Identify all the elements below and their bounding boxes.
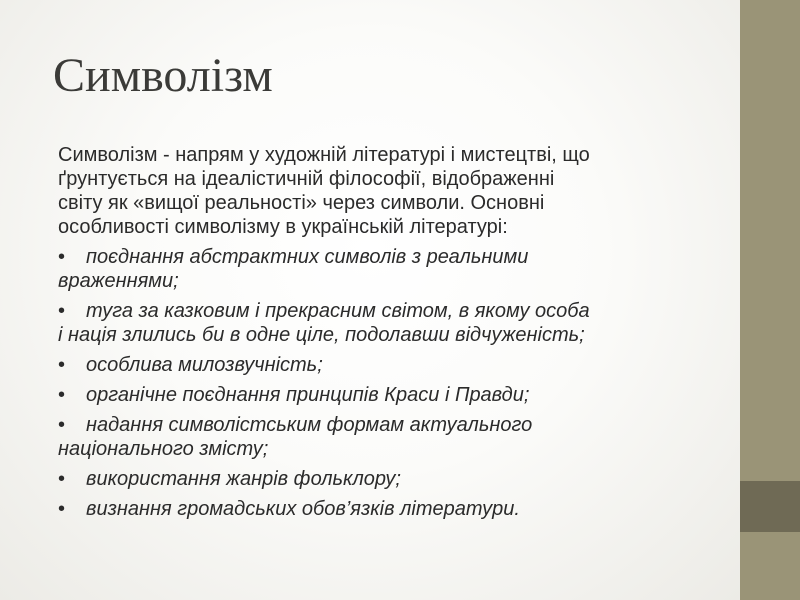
- features-list: [58, 245, 708, 521]
- slide-title: Символізм: [53, 49, 273, 102]
- list-item: [58, 245, 708, 293]
- list-item: [58, 353, 708, 377]
- bullet-icon: •: [58, 354, 66, 376]
- intro-line: ґрунтується на ідеалістичній філософії, відображенні: [58, 168, 555, 190]
- list-item: [58, 497, 708, 521]
- list-item-text: особлива милозвучність;: [86, 354, 323, 376]
- list-item-text: враженнями;: [58, 270, 179, 292]
- bullet-icon: •: [58, 414, 66, 436]
- bullet-icon: •: [58, 468, 66, 490]
- list-item: [58, 413, 708, 461]
- list-item-text: національного змісту;: [58, 438, 269, 460]
- list-item-text: органічне поєднання принципів Краси і Правди;: [86, 384, 530, 406]
- bullet-icon: •: [58, 246, 66, 268]
- list-item: [58, 467, 708, 491]
- list-item: [58, 299, 708, 347]
- intro-line: Символізм - напрям у художній літературі і мистецтві, що: [58, 144, 590, 166]
- list-item-text: визнання громадських обов’язків літератури.: [86, 498, 520, 520]
- list-item-text: надання символістським формам актуального: [86, 414, 533, 436]
- list-item-text: і нація злились би в одне ціле, подолавши відчуженість;: [58, 324, 585, 346]
- bullet-icon: •: [58, 300, 66, 322]
- intro-line: світу як «вищої реальності» через символи. Основні: [58, 192, 545, 214]
- list-item-text: поєднання абстрактних символів з реальними: [86, 246, 529, 268]
- list-item-text: використання жанрів фольклору;: [86, 468, 401, 490]
- bullet-icon: •: [58, 498, 66, 520]
- bullet-icon: •: [58, 384, 66, 406]
- intro-line: особливості символізму в українській літературі:: [58, 216, 508, 238]
- list-item: [58, 383, 708, 407]
- list-item-text: туга за казковим і прекрасним світом, в якому особа: [86, 300, 590, 322]
- sidebar-accent-block: [740, 481, 800, 532]
- slide-body: [58, 143, 708, 527]
- intro-paragraph: [58, 143, 708, 239]
